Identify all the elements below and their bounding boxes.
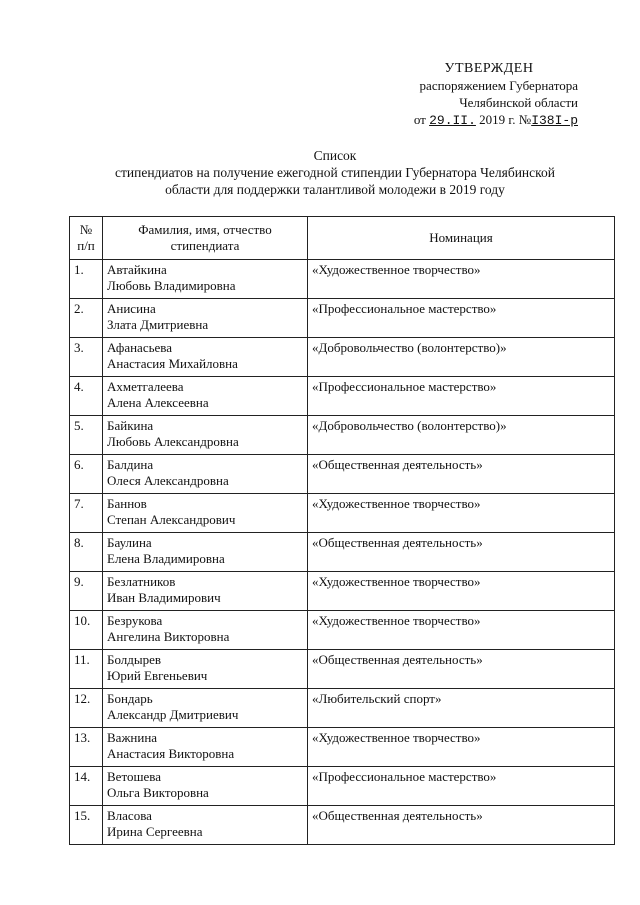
row-surname: Автайкина: [107, 262, 167, 277]
row-surname: Афанасьева: [107, 340, 173, 355]
row-name: [103, 260, 308, 299]
row-name: [103, 455, 308, 494]
row-given-names: Олеся Александровна: [107, 473, 229, 488]
row-surname: Болдырев: [107, 652, 162, 667]
header-num: № п/п: [70, 217, 103, 260]
title-line-1: Список: [313, 148, 357, 163]
row-given-names: Александр Дмитриевич: [107, 707, 239, 722]
table-row: [70, 767, 615, 806]
row-given-names: Степан Александрович: [107, 512, 236, 527]
row-nomination: «Общественная деятельность»: [308, 455, 615, 494]
row-given-names: Ольга Викторовна: [107, 785, 209, 800]
row-nomination: «Художественное творчество»: [308, 494, 615, 533]
row-num: 7.: [70, 494, 103, 533]
table-row: [70, 377, 615, 416]
row-num: 8.: [70, 533, 103, 572]
row-nomination: «Общественная деятельность»: [308, 650, 615, 689]
row-num: 2.: [70, 299, 103, 338]
title-line-3: области для поддержки талантливой молодежи в 2019 году: [165, 182, 505, 197]
row-given-names: Любовь Александровна: [107, 434, 239, 449]
row-surname: Безлатников: [107, 574, 176, 589]
table-row: [70, 260, 615, 299]
document-title: [40, 147, 630, 198]
row-surname: Ахметгалеева: [107, 379, 184, 394]
row-name: [103, 299, 308, 338]
row-given-names: Иван Владимирович: [107, 590, 221, 605]
row-surname: Баулина: [107, 535, 152, 550]
approval-year: 2019 г. №: [479, 112, 532, 127]
approval-date: 29.II.: [429, 113, 476, 128]
row-given-names: Елена Владимировна: [107, 551, 225, 566]
table-header-row: [70, 217, 615, 260]
row-num: 4.: [70, 377, 103, 416]
row-surname: Ветошева: [107, 769, 161, 784]
row-given-names: Злата Дмитриевна: [107, 317, 209, 332]
table-row: [70, 806, 615, 845]
row-surname: Баннов: [107, 496, 147, 511]
row-given-names: Юрий Евгеньевич: [107, 668, 208, 683]
title-line-2: стипендиатов на получение ежегодной стипендии Губернатора Челябинской: [115, 165, 555, 180]
row-num: 5.: [70, 416, 103, 455]
row-given-names: Алена Алексеевна: [107, 395, 209, 410]
row-name: [103, 806, 308, 845]
table-row: [70, 533, 615, 572]
row-surname: Безрукова: [107, 613, 163, 628]
row-num: 9.: [70, 572, 103, 611]
row-name: [103, 572, 308, 611]
row-nomination: «Общественная деятельность»: [308, 533, 615, 572]
row-name: [103, 611, 308, 650]
table-row: [70, 689, 615, 728]
row-name: [103, 728, 308, 767]
row-num: 14.: [70, 767, 103, 806]
row-name: [103, 533, 308, 572]
row-surname: Власова: [107, 808, 152, 823]
table-row: [70, 572, 615, 611]
row-surname: Важнина: [107, 730, 158, 745]
stipend-table: [69, 216, 615, 845]
table-row: [70, 416, 615, 455]
table-row: [70, 650, 615, 689]
row-num: 12.: [70, 689, 103, 728]
row-given-names: Ангелина Викторовна: [107, 629, 230, 644]
row-nomination: «Любительский спорт»: [308, 689, 615, 728]
table-row: [70, 728, 615, 767]
header-nomination: Номинация: [308, 217, 615, 260]
row-nomination: «Художественное творчество»: [308, 728, 615, 767]
row-nomination: «Добровольчество (волонтерство)»: [308, 416, 615, 455]
row-nomination: «Общественная деятельность»: [308, 806, 615, 845]
row-name: [103, 377, 308, 416]
row-num: 6.: [70, 455, 103, 494]
table-row: [70, 611, 615, 650]
row-num: 3.: [70, 338, 103, 377]
row-given-names: Анастасия Викторовна: [107, 746, 235, 761]
approval-line-1: распоряжением Губернатора: [419, 78, 578, 93]
row-given-names: Анастасия Михайловна: [107, 356, 238, 371]
approval-line-2: Челябинской области: [459, 95, 578, 110]
approval-number: I38I-р: [531, 113, 578, 128]
row-surname: Балдина: [107, 457, 154, 472]
row-nomination: «Добровольчество (волонтерство)»: [308, 338, 615, 377]
row-name: [103, 494, 308, 533]
row-given-names: Ирина Сергеевна: [107, 824, 203, 839]
row-surname: Анисина: [107, 301, 156, 316]
row-nomination: «Художественное творчество»: [308, 611, 615, 650]
table-row: [70, 494, 615, 533]
approval-heading: УТВЕРЖДЕН: [444, 61, 534, 76]
row-name: [103, 767, 308, 806]
approval-date-line: [360, 111, 578, 129]
row-num: 15.: [70, 806, 103, 845]
table-row: [70, 455, 615, 494]
row-name: [103, 650, 308, 689]
row-nomination: «Художественное творчество»: [308, 260, 615, 299]
approval-from: от: [413, 112, 426, 127]
row-surname: Байкина: [107, 418, 154, 433]
row-nomination: «Профессиональное мастерство»: [308, 299, 615, 338]
row-num: 11.: [70, 650, 103, 689]
table-row: [70, 299, 615, 338]
table-row: [70, 338, 615, 377]
row-name: [103, 689, 308, 728]
row-nomination: «Профессиональное мастерство»: [308, 377, 615, 416]
row-num: 1.: [70, 260, 103, 299]
row-num: 13.: [70, 728, 103, 767]
row-surname: Бондарь: [107, 691, 153, 706]
row-nomination: «Профессиональное мастерство»: [308, 767, 615, 806]
approval-stamp: [360, 60, 578, 129]
row-given-names: Любовь Владимировна: [107, 278, 236, 293]
row-name: [103, 338, 308, 377]
row-nomination: «Художественное творчество»: [308, 572, 615, 611]
header-name: Фамилия, имя, отчество стипендиата: [103, 217, 308, 260]
row-num: 10.: [70, 611, 103, 650]
row-name: [103, 416, 308, 455]
